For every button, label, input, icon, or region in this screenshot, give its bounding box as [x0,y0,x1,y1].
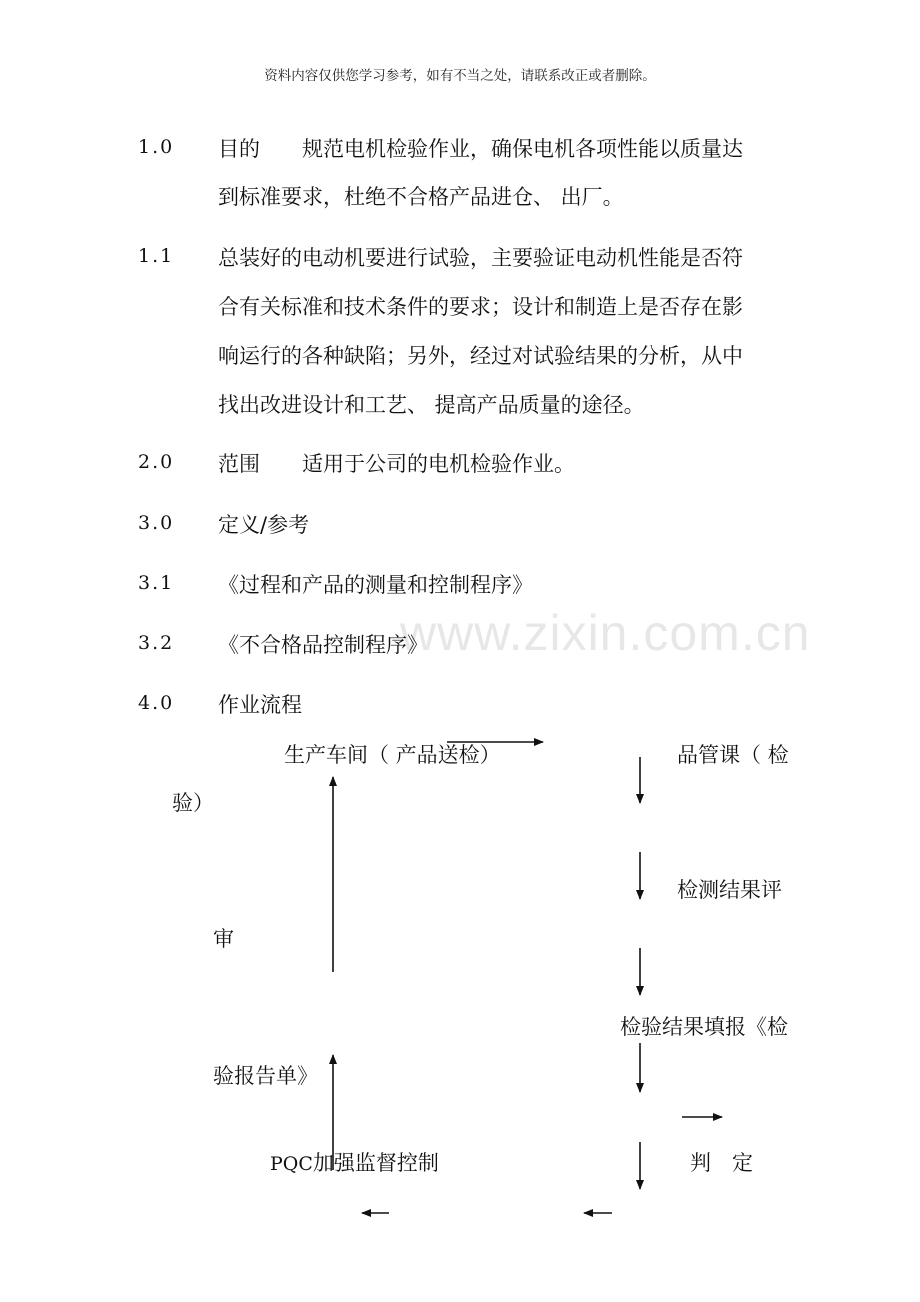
section-number: 3.2 [138,632,175,654]
section-number: 2.0 [138,451,175,473]
section-number: 3.1 [138,572,175,594]
watermark: www.zixin.com.cn [400,605,811,661]
section-line: 到标准要求，杜绝不合格产品进仓、 出厂。 [218,185,624,209]
section-line: 找出改进设计和工艺、 提高产品质量的途径。 [218,393,645,417]
flow-step-judge: 判 定 [690,1151,753,1175]
section-number: 1.1 [138,245,175,267]
section-line: 定义/参考 [218,513,310,537]
flow-step-workshop: 生产车间（ 产品送检） [284,743,501,767]
section-line: 总装好的电动机要进行试验，主要验证电动机性能是否符 [218,246,743,270]
flow-step-qc-continued: 验） [172,791,214,815]
flow-step-review-continued: 审 [213,927,234,951]
pqc-prefix: PQC [270,1153,313,1175]
section-line: 《过程和产品的测量和控制程序》 [218,573,533,597]
section-line: 响运行的各种缺陷；另外，经过对试验结果的分析，从中 [218,344,743,368]
page-header: 资料内容仅供您学习参考，如有不当之处，请联系改正或者删除。 [264,68,656,84]
section-line: 《不合格品控制程序》 [218,633,428,657]
flow-step-fill-report-continued: 验报告单》 [213,1064,318,1088]
section-line: 作业流程 [218,693,302,717]
section-number: 3.0 [138,512,175,534]
section-number: 4.0 [138,692,175,714]
flow-step-qc: 品管课（ 检 [677,743,789,767]
section-line: 范围 适用于公司的电机检验作业。 [218,452,575,476]
pqc-text: 加强监督控制 [312,1151,439,1175]
flow-step-review: 检测结果评 [677,878,782,902]
section-line: 目的 规范电机检验作业，确保电机各项性能以质量达 [218,137,743,161]
section-line: 合有关标准和技术条件的要求；设计和制造上是否存在影 [218,295,743,319]
section-number: 1.0 [138,136,175,158]
flow-step-fill-report: 检验结果填报《检 [620,1015,788,1039]
